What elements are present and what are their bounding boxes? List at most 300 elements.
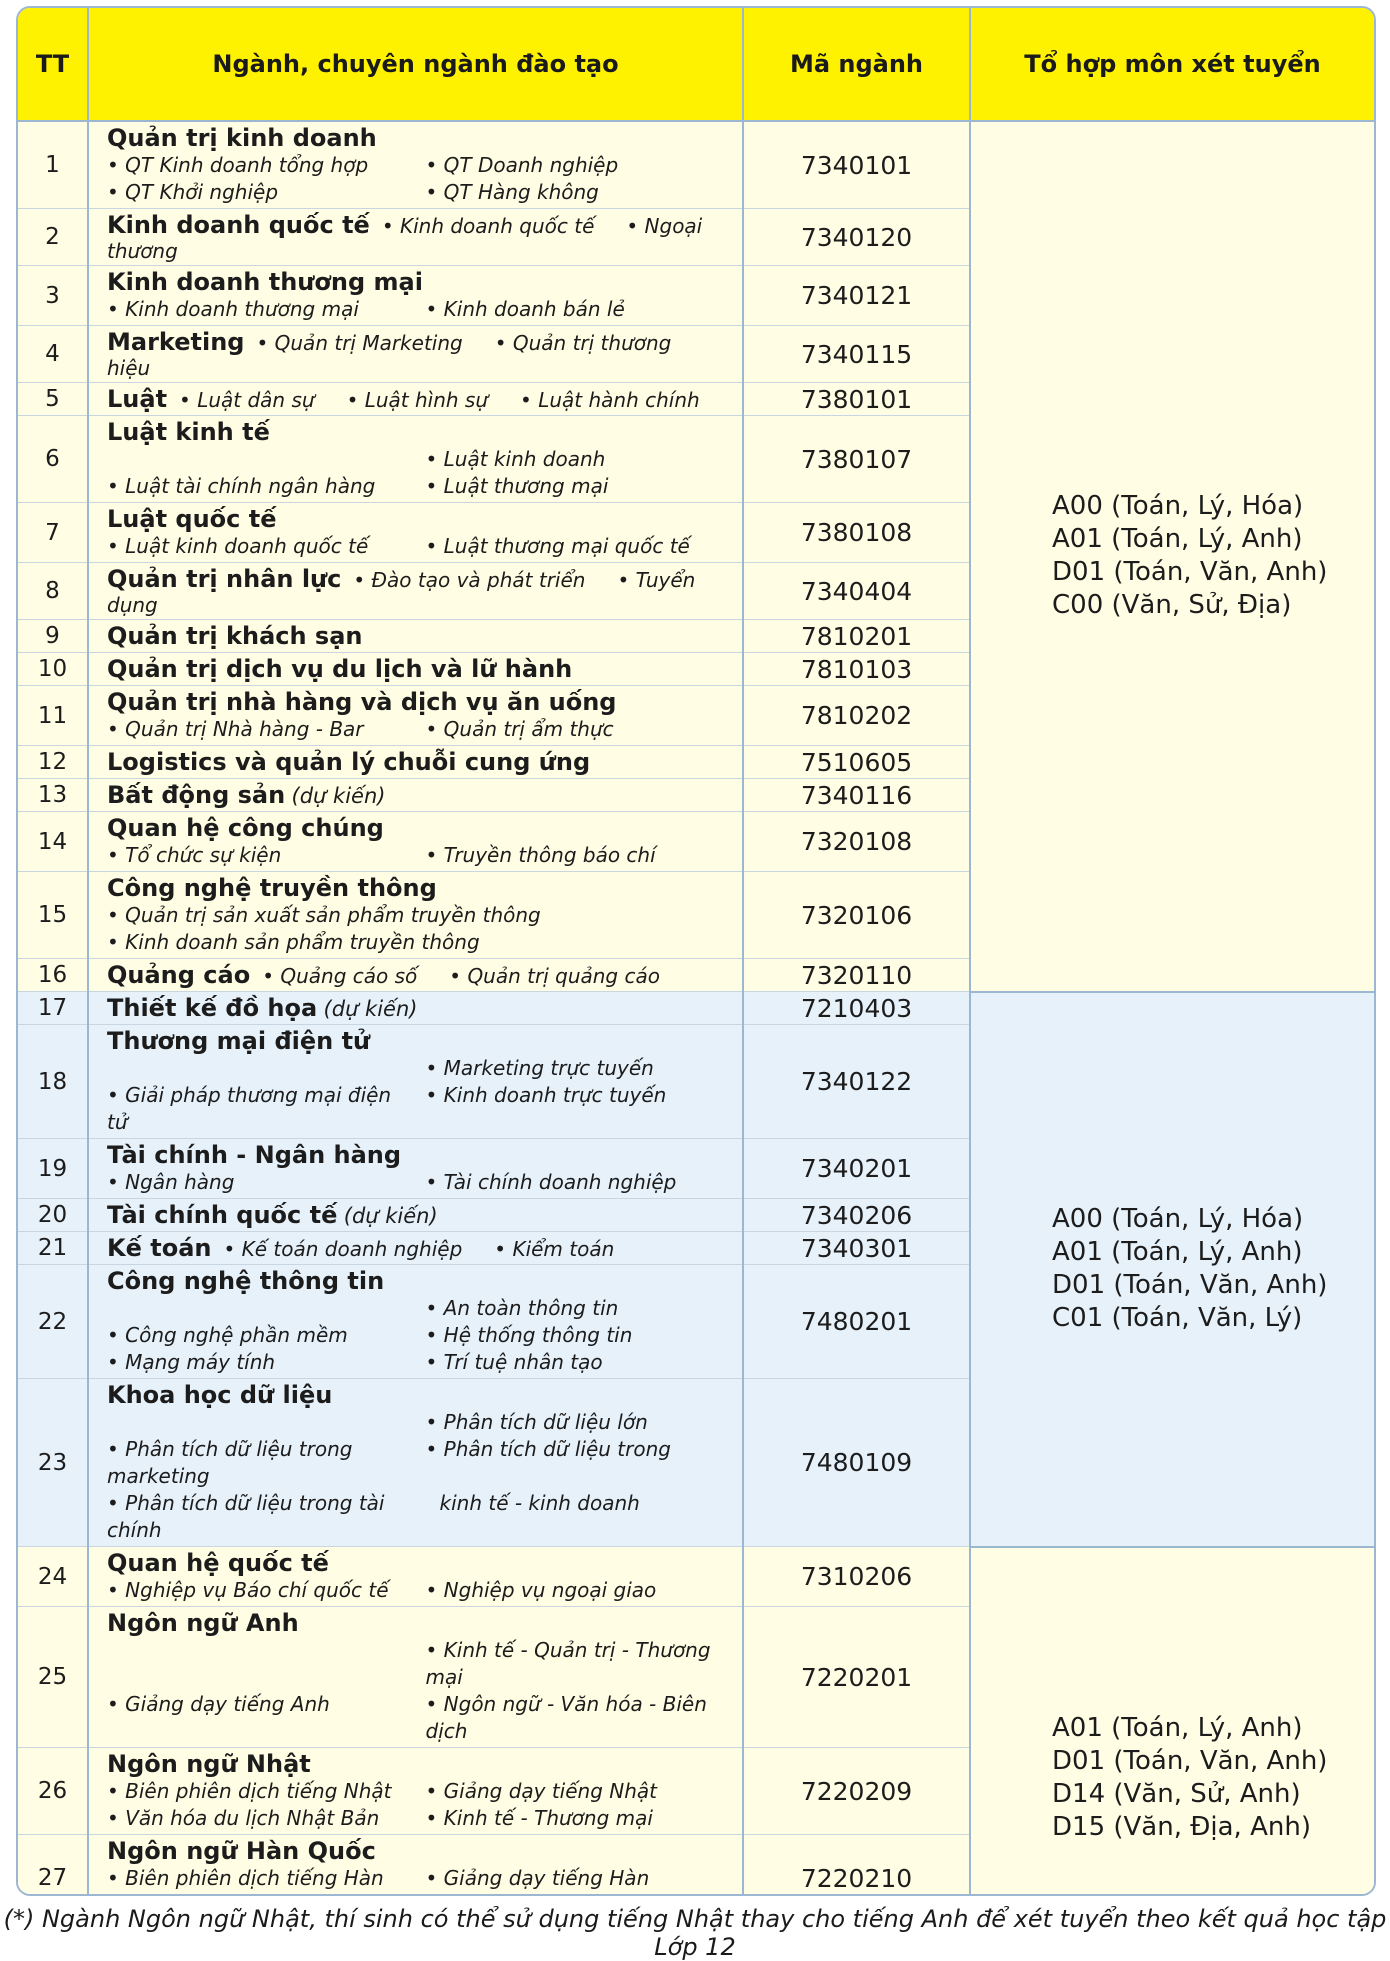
- specialization-label: Đào tạo và phát triển: [371, 568, 586, 592]
- specialization-label: Quản trị Marketing: [274, 331, 463, 355]
- specialization-label: Truyền thông báo chí: [443, 843, 656, 867]
- specialization-item: • Phân tích dữ liệu trong tài chính: [107, 1491, 385, 1542]
- specialization-item: • Luật hành chính: [520, 388, 700, 412]
- specialization-label: Luật kinh doanh: [443, 447, 606, 471]
- major-code: 7320108: [743, 812, 970, 872]
- specialization-item: • Nghiệp vụ ngoại giao: [425, 1578, 657, 1602]
- major-code: 7340101: [743, 121, 970, 209]
- footnote: (*) Ngành Ngôn ngữ Nhật, thí sinh có thể sử dụng tiếng Nhật thay cho tiếng Anh để xét tuyển theo kết quả học tập Lớp 12: [3, 1905, 1387, 1961]
- specialization-label: QT Hàng không: [443, 180, 599, 204]
- major-cell: [88, 959, 743, 992]
- major-heading: [107, 814, 734, 842]
- major-code: 7340122: [743, 1025, 970, 1139]
- specialization-item: [107, 1892, 416, 1896]
- specialization-grid: [107, 533, 734, 560]
- major-heading: [107, 328, 734, 380]
- combo-cell: [970, 1547, 1374, 1897]
- specialization-label: Giảng dạy tiếng Hàn: [443, 1866, 650, 1890]
- row-number: 2: [18, 209, 88, 266]
- major-code: 7340206: [743, 1199, 970, 1232]
- specialization-label: Kinh tế - Thương mại: [443, 1806, 653, 1830]
- major-heading: [107, 1609, 734, 1637]
- major-code: 7380108: [743, 503, 970, 563]
- specialization-label: Quản trị sản xuất sản phẩm truyền thông: [125, 903, 541, 927]
- row-number: 5: [18, 383, 88, 416]
- header-major: Ngành, chuyên ngành đào tạo: [88, 8, 743, 121]
- specialization-label: Ngân hàng: [125, 1170, 235, 1194]
- specialization-item: • QT Kinh doanh tổng hợp: [107, 153, 369, 177]
- specialization-grid: [107, 1778, 734, 1832]
- table-row: [18, 992, 1374, 1025]
- major-cell: [88, 1139, 743, 1199]
- major-heading: [107, 1027, 734, 1055]
- specialization-item: • Ngoại thương: [107, 214, 703, 263]
- major-heading: [107, 124, 734, 152]
- specialization-item: • Marketing trực tuyến: [425, 1056, 654, 1080]
- major-code: 7810202: [743, 686, 970, 746]
- specialization-label: Tổ chức sự kiện: [125, 843, 282, 867]
- row-number: 10: [18, 653, 88, 686]
- specialization-item: • Nghiệp vụ Báo chí quốc tế: [107, 1578, 389, 1602]
- major-code: 7220210: [743, 1835, 970, 1897]
- row-number: 8: [18, 563, 88, 620]
- header-combo: Tổ hợp môn xét tuyển: [970, 8, 1374, 121]
- major-name: Ngôn ngữ Hàn Quốc: [107, 1837, 376, 1865]
- row-number: 13: [18, 779, 88, 812]
- major-code: 7220201: [743, 1607, 970, 1748]
- row-number: 6: [18, 416, 88, 503]
- specialization-item: • Kinh tế - Thương mại: [425, 1806, 653, 1830]
- major-code: 7810201: [743, 620, 970, 653]
- major-heading: [107, 565, 734, 617]
- specialization-label: Giải pháp thương mại điện tử: [107, 1083, 392, 1134]
- major-heading: [107, 622, 734, 650]
- row-number: 26: [18, 1748, 88, 1835]
- specialization-grid: [107, 716, 734, 743]
- specialization-label: Quản trị Nhà hàng - Bar: [125, 717, 364, 741]
- row-number: 1: [18, 121, 88, 209]
- major-name: Tài chính quốc tế: [107, 1201, 338, 1229]
- specialization-label: Luật thương mại quốc tế: [443, 534, 690, 558]
- major-code: 7340301: [743, 1232, 970, 1265]
- specialization-grid: [107, 446, 734, 500]
- specialization-label: Giảng dạy tiếng Anh: [125, 1692, 330, 1716]
- specialization-item: • Biên phiên dịch tiếng Hàn: [107, 1866, 384, 1890]
- major-name: Kinh doanh thương mại: [107, 268, 423, 296]
- major-name: Quản trị nhân lực: [107, 565, 342, 593]
- specialization-item: • Luật kinh doanh quốc tế: [107, 534, 369, 558]
- row-number: 22: [18, 1265, 88, 1379]
- table-row: [18, 1547, 1374, 1607]
- major-heading: [107, 1201, 734, 1229]
- major-cell: [88, 1232, 743, 1265]
- specialization-label: Trí tuệ nhân tạo: [443, 1350, 603, 1374]
- major-name: Luật kinh tế: [107, 418, 270, 446]
- specialization-item: • Kinh doanh sản phẩm truyền thông: [107, 930, 480, 954]
- specialization-label: Kế toán doanh nghiệp: [241, 1237, 463, 1261]
- major-name: Quan hệ công chúng: [107, 814, 384, 842]
- major-heading: [107, 505, 734, 533]
- specialization-label: Phân tích dữ liệu trong: [443, 1437, 671, 1461]
- row-number: 23: [18, 1379, 88, 1547]
- specialization-label: QT Kinh doanh tổng hợp: [125, 153, 369, 177]
- specialization-grid: [107, 1577, 734, 1604]
- major-code: 7340121: [743, 266, 970, 326]
- specialization-label: Nghiệp vụ ngoại giao: [443, 1578, 657, 1602]
- specialization-item: • Truyền thông báo chí: [425, 843, 656, 867]
- specialization-item: • Văn hóa du lịch Nhật Bản: [107, 1806, 380, 1830]
- specialization-label: Kinh doanh sản phẩm truyền thông: [125, 930, 480, 954]
- specialization-label: Kinh doanh trực tuyến: [443, 1083, 667, 1107]
- specialization-item: • Mạng máy tính: [107, 1350, 276, 1374]
- table-body: [18, 121, 1374, 1896]
- specialization-grid: [107, 842, 734, 869]
- major-name: Marketing: [107, 328, 245, 356]
- row-number: 7: [18, 503, 88, 563]
- specialization-list: [262, 964, 692, 988]
- major-cell: [88, 1379, 743, 1547]
- specialization-label: Luật dân sự: [197, 388, 315, 412]
- major-cell: [88, 266, 743, 326]
- header-code: Mã ngành: [743, 8, 970, 121]
- row-number: 12: [18, 746, 88, 779]
- row-number: 16: [18, 959, 88, 992]
- specialization-item: • Quản trị Marketing: [256, 331, 463, 355]
- specialization-item: • Luật kinh doanh: [425, 447, 606, 471]
- major-code: 7380101: [743, 383, 970, 416]
- major-name: Khoa học dữ liệu: [107, 1381, 333, 1409]
- major-heading: [107, 211, 734, 263]
- major-heading: [107, 748, 734, 776]
- specialization-grid: [107, 1295, 734, 1376]
- specialization-item: • Phân tích dữ liệu trong: [425, 1437, 671, 1461]
- major-cell: [88, 209, 743, 266]
- specialization-item: [426, 1892, 735, 1896]
- combo-item: C00 (Văn, Sử, Địa): [1052, 590, 1292, 621]
- major-cell: [88, 383, 743, 416]
- major-note: (dự kiến): [291, 784, 386, 808]
- major-code: 7340115: [743, 326, 970, 383]
- specialization-item: • Tuyển dụng: [107, 568, 696, 617]
- specialization-item: • Kinh doanh thương mại: [107, 297, 359, 321]
- specialization-label: Kinh doanh quốc tế: [399, 214, 595, 238]
- specialization-label: Quản trị quảng cáo: [467, 964, 660, 988]
- table-header-row: [18, 8, 1374, 121]
- specialization-grid: [107, 152, 734, 206]
- major-heading: [107, 655, 734, 683]
- major-heading: [107, 1381, 734, 1409]
- major-code: 7340404: [743, 563, 970, 620]
- specialization-item: • Luật hình sự: [346, 388, 489, 412]
- specialization-grid: [107, 1169, 734, 1196]
- major-name: Quản trị kinh doanh: [107, 124, 377, 152]
- admissions-table: [18, 8, 1374, 1896]
- major-heading: [107, 1750, 734, 1778]
- specialization-item: • Kinh doanh trực tuyến: [425, 1083, 667, 1107]
- specialization-grid: [107, 296, 734, 323]
- major-cell: [88, 1607, 743, 1748]
- major-name: Thương mại điện tử: [107, 1027, 371, 1055]
- combo-item: D14 (Văn, Sử, Anh): [1052, 1778, 1301, 1809]
- specialization-label: Kinh doanh thương mại: [125, 297, 359, 321]
- combo-item: A00 (Toán, Lý, Hóa): [1052, 491, 1304, 522]
- specialization-label: Ngoại thương: [107, 214, 703, 263]
- specialization-label: Công nghệ phần mềm: [125, 1323, 348, 1347]
- major-code: 7340116: [743, 779, 970, 812]
- specialization-item: • QT Doanh nghiệp: [425, 153, 619, 177]
- specialization-label: QT Doanh nghiệp: [443, 153, 619, 177]
- specialization-item: • Tài chính doanh nghiệp: [425, 1170, 677, 1194]
- specialization-label: Giảng dạy tiếng Nhật: [443, 1779, 658, 1803]
- spacer: [107, 1295, 416, 1322]
- major-name: Luật: [107, 385, 168, 413]
- major-name: Bất động sản: [107, 781, 286, 809]
- specialization-item: • Luật tài chính ngân hàng: [107, 474, 376, 498]
- specialization-item: • Quảng cáo số: [262, 964, 418, 988]
- major-cell: [88, 1547, 743, 1607]
- specialization-label: Tuyển dụng: [107, 568, 696, 617]
- major-name: Ngôn ngữ Anh: [107, 1609, 299, 1637]
- combo-list: [972, 490, 1373, 622]
- specialization-label: Hệ thống thông tin: [443, 1323, 633, 1347]
- major-heading: [107, 1837, 734, 1865]
- specialization-item: • Luật thương mại quốc tế: [425, 534, 690, 558]
- combo-item: A01 (Toán, Lý, Anh): [1052, 1237, 1303, 1267]
- specialization-item: • QT Hàng không: [425, 180, 599, 204]
- specialization-list: [223, 1237, 646, 1261]
- major-name: Logistics và quản lý chuỗi cung ứng: [107, 748, 591, 776]
- major-cell: [88, 1025, 743, 1139]
- specialization-item: • Kinh tế - Quản trị - Thương mại: [425, 1638, 711, 1689]
- major-name: Kế toán: [107, 1234, 212, 1262]
- specialization-item: • Quản trị ẩm thực: [425, 717, 614, 741]
- combo-item: A01 (Toán, Lý, Anh): [1052, 524, 1303, 555]
- specialization-label: Luật kinh doanh quốc tế: [125, 534, 369, 558]
- major-cell: [88, 503, 743, 563]
- specialization-item: • Hệ thống thông tin: [425, 1323, 633, 1347]
- spacer: [107, 1409, 416, 1436]
- specialization-label: Luật hành chính: [538, 388, 700, 412]
- combo-item: A01 (Toán, Lý, Anh): [1052, 1712, 1303, 1743]
- major-heading: [107, 268, 734, 296]
- major-cell: [88, 779, 743, 812]
- major-cell: [88, 1199, 743, 1232]
- major-heading: [107, 961, 734, 989]
- specialization-item: • Đào tạo và phát triển: [353, 568, 586, 592]
- specialization-item: • Luật thương mại: [425, 474, 609, 498]
- major-heading: [107, 1234, 734, 1262]
- specialization-item: • QT Khởi nghiệp: [107, 180, 279, 204]
- specialization-item: • Công nghệ phần mềm: [107, 1323, 348, 1347]
- major-code: 7480109: [743, 1379, 970, 1547]
- table-row: [18, 121, 1374, 209]
- combo-cell: [970, 121, 1374, 992]
- specialization-label: Marketing trực tuyến: [443, 1056, 654, 1080]
- specialization-grid: [107, 1055, 734, 1136]
- specialization-label: Phân tích dữ liệu trong marketing: [107, 1437, 353, 1488]
- specialization-item: • Kinh doanh bán lẻ: [425, 297, 625, 321]
- combo-cell: [970, 992, 1374, 1547]
- spacer: [107, 446, 416, 473]
- specialization-label: Mạng máy tính: [125, 1350, 276, 1374]
- major-cell: [88, 563, 743, 620]
- admissions-table-frame: [16, 6, 1376, 1896]
- row-number: 3: [18, 266, 88, 326]
- major-name: Luật quốc tế: [107, 505, 277, 533]
- specialization-label: Phân tích dữ liệu lớn: [443, 1410, 648, 1434]
- major-cell: [88, 416, 743, 503]
- major-note: (dự kiến): [323, 997, 418, 1021]
- specialization-item: • Quản trị quảng cáo: [449, 964, 660, 988]
- major-cell: [88, 1265, 743, 1379]
- row-number: 17: [18, 992, 88, 1025]
- specialization-label: Luật thương mại: [443, 474, 609, 498]
- major-name: Quan hệ quốc tế: [107, 1549, 329, 1577]
- specialization-label: Văn hóa du lịch Nhật Bản: [125, 1806, 380, 1830]
- major-note: (dự kiến): [343, 1204, 438, 1228]
- specialization-grid: [107, 1637, 734, 1745]
- specialization-grid: [107, 1865, 734, 1896]
- specialization-label: Quảng cáo số: [280, 964, 418, 988]
- major-name: Kinh doanh quốc tế: [107, 211, 370, 239]
- major-name: Công nghệ truyền thông: [107, 874, 437, 902]
- specialization-item: • Quản trị Nhà hàng - Bar: [107, 717, 364, 741]
- specialization-item: • Kinh doanh quốc tế: [381, 214, 595, 238]
- spacer: [107, 1637, 416, 1691]
- major-cell: [88, 1835, 743, 1897]
- major-name: Thiết kế đồ họa: [107, 994, 318, 1022]
- specialization-label: Biên phiên dịch tiếng Hàn: [125, 1866, 384, 1890]
- major-code: 7510605: [743, 746, 970, 779]
- specialization-label: kinh tế - kinh doanh: [439, 1491, 640, 1515]
- specialization-item: • Quản trị sản xuất sản phẩm truyền thông: [107, 903, 541, 927]
- combo-item: D01 (Toán, Văn, Anh): [1052, 557, 1328, 588]
- row-number: 11: [18, 686, 88, 746]
- row-number: 4: [18, 326, 88, 383]
- specialization-item: • Phân tích dữ liệu lớn: [425, 1410, 648, 1434]
- specialization-item: • Trí tuệ nhân tạo: [425, 1350, 603, 1374]
- specialization-label: Tài chính doanh nghiệp: [443, 1170, 677, 1194]
- major-code: 7210403: [743, 992, 970, 1025]
- major-heading: [107, 385, 734, 413]
- specialization-label: [444, 1893, 653, 1896]
- specialization-item: • Biên phiên dịch tiếng Nhật: [107, 1779, 392, 1803]
- row-number: 9: [18, 620, 88, 653]
- specialization-label: Nghiệp vụ Báo chí quốc tế: [125, 1578, 389, 1602]
- specialization-list: [179, 388, 732, 412]
- major-code: 7340201: [743, 1139, 970, 1199]
- row-number: 24: [18, 1547, 88, 1607]
- major-cell: [88, 746, 743, 779]
- combo-item: A00 (Toán, Lý, Hóa): [1052, 1204, 1304, 1234]
- row-number: 21: [18, 1232, 88, 1265]
- major-code: 7480201: [743, 1265, 970, 1379]
- combo-item: C01 (Toán, Văn, Lý): [1052, 1303, 1303, 1333]
- major-name: Ngôn ngữ Nhật: [107, 1750, 311, 1778]
- row-number: 25: [18, 1607, 88, 1748]
- major-code: 7380107: [743, 416, 970, 503]
- specialization-grid: [107, 1409, 734, 1544]
- spacer: [107, 1055, 416, 1082]
- major-code: 7340120: [743, 209, 970, 266]
- specialization-label: Quản trị thương hiệu: [107, 331, 672, 380]
- row-number: 19: [18, 1139, 88, 1199]
- major-heading: [107, 688, 734, 716]
- major-name: Quản trị dịch vụ du lịch và lữ hành: [107, 655, 573, 683]
- specialization-item: • Ngân hàng: [107, 1170, 235, 1194]
- major-heading: [107, 874, 734, 902]
- major-code: 7810103: [743, 653, 970, 686]
- specialization-item: • Luật dân sự: [179, 388, 315, 412]
- specialization-item: • Quản trị thương hiệu: [107, 331, 672, 380]
- specialization-item: • Giảng dạy tiếng Nhật: [425, 1779, 658, 1803]
- major-code: 7320110: [743, 959, 970, 992]
- combo-item: D15 (Văn, Địa, Anh): [1052, 1811, 1311, 1842]
- major-name: Công nghệ thông tin: [107, 1267, 385, 1295]
- major-code: 7310206: [743, 1547, 970, 1607]
- major-code: 7320106: [743, 872, 970, 959]
- specialization-label: Luật hình sự: [364, 388, 489, 412]
- specialization-item: • Phân tích dữ liệu trong marketing: [107, 1437, 353, 1488]
- major-heading: [107, 418, 734, 446]
- combo-list: [972, 1203, 1373, 1335]
- major-name: Quản trị khách sạn: [107, 622, 363, 650]
- row-number: 20: [18, 1199, 88, 1232]
- row-number: 14: [18, 812, 88, 872]
- major-heading: [107, 781, 734, 809]
- specialization-label: Biên phiên dịch tiếng Nhật: [125, 1779, 392, 1803]
- specialization-label: [125, 1893, 384, 1896]
- major-heading: [107, 1141, 734, 1169]
- specialization-label: Kinh tế - Quản trị - Thương mại: [425, 1638, 711, 1689]
- major-cell: [88, 326, 743, 383]
- specialization-item: • Ngôn ngữ - Văn hóa - Biên dịch: [425, 1692, 707, 1743]
- specialization-label: QT Khởi nghiệp: [125, 180, 279, 204]
- specialization-label: Phân tích dữ liệu trong tài chính: [107, 1491, 385, 1542]
- specialization-item: • Giải pháp thương mại điện tử: [107, 1083, 392, 1134]
- specialization-item: • Kế toán doanh nghiệp: [223, 1237, 463, 1261]
- specialization-item: • Kiểm toán: [494, 1237, 615, 1261]
- row-number: 15: [18, 872, 88, 959]
- specialization-item: • Tổ chức sự kiện: [107, 843, 282, 867]
- major-heading: [107, 1549, 734, 1577]
- specialization-label: Kinh doanh bán lẻ: [443, 297, 625, 321]
- major-heading: [107, 994, 734, 1022]
- major-cell: [88, 653, 743, 686]
- specialization-label: Kiểm toán: [512, 1237, 615, 1261]
- combo-item: D01 (Toán, Văn, Anh): [1052, 1745, 1328, 1776]
- major-name: Quảng cáo: [107, 961, 251, 989]
- specialization-label: Ngôn ngữ - Văn hóa - Biên dịch: [425, 1692, 707, 1743]
- row-number: 27: [18, 1835, 88, 1897]
- header-tt: TT: [18, 8, 88, 121]
- specialization-label: An toàn thông tin: [443, 1296, 619, 1320]
- specialization-item: [426, 1490, 735, 1544]
- specialization-item: • Giảng dạy tiếng Hàn: [425, 1866, 650, 1890]
- major-cell: [88, 686, 743, 746]
- specialization-item: • Giảng dạy tiếng Anh: [107, 1692, 330, 1716]
- combo-item: D01 (Toán, Văn, Anh): [1052, 1270, 1328, 1300]
- major-cell: [88, 1748, 743, 1835]
- major-heading: [107, 1267, 734, 1295]
- major-cell: [88, 872, 743, 959]
- specialization-item: • An toàn thông tin: [425, 1296, 619, 1320]
- major-code: 7220209: [743, 1748, 970, 1835]
- major-name: Tài chính - Ngân hàng: [107, 1141, 402, 1169]
- major-cell: [88, 992, 743, 1025]
- major-name: Quản trị nhà hàng và dịch vụ ăn uống: [107, 688, 617, 716]
- specialization-label: Quản trị ẩm thực: [443, 717, 614, 741]
